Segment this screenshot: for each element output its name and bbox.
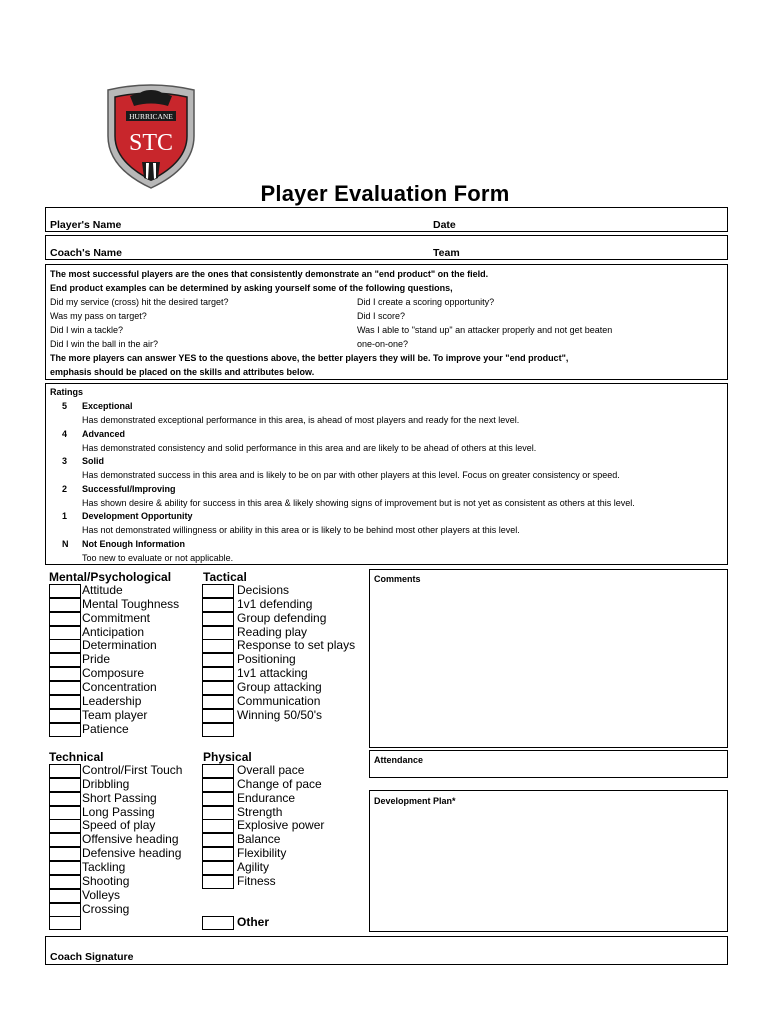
skill-label: Patience	[82, 721, 129, 736]
rating-box[interactable]	[49, 889, 81, 903]
skill-label: Concentration	[82, 679, 157, 694]
rating-number: 1	[62, 511, 68, 521]
attendance-label: Attendance	[374, 755, 424, 765]
skill-label: Attitude	[82, 583, 123, 597]
rating-label: Exceptional	[82, 401, 133, 411]
rating-box[interactable]	[49, 861, 81, 875]
logo-letters: STC	[128, 130, 174, 156]
rating-box[interactable]	[202, 792, 234, 806]
rating-label: Successful/Improving	[82, 483, 176, 494]
rating-box[interactable]	[49, 903, 81, 917]
coach-signature-label: Coach Signature	[50, 951, 134, 963]
ratings-section	[45, 383, 728, 565]
rating-box[interactable]	[49, 626, 81, 640]
rating-box[interactable]	[49, 695, 81, 709]
rating-box[interactable]	[202, 847, 234, 861]
skill-label: Leadership	[82, 693, 142, 708]
skill-label: Overall pace	[237, 763, 305, 777]
development-plan-label: Development Plan*	[374, 796, 456, 806]
skill-label: Shooting	[82, 873, 130, 888]
rating-box[interactable]	[49, 598, 81, 612]
club-logo	[100, 84, 202, 192]
rating-box[interactable]	[49, 653, 81, 667]
rating-box[interactable]	[202, 653, 234, 667]
intro-line-2: End product examples can be determined by asking yourself some of the following questions,	[50, 283, 453, 293]
question-right: Did I create a scoring opportunity?	[357, 297, 495, 307]
rating-description: Has demonstrated consistency and solid performance in this area and are likely to be ahead of others at this level.	[82, 442, 537, 453]
coach-name-label: Coach's Name	[50, 247, 122, 259]
question-right: Did I score?	[357, 311, 406, 321]
rating-box[interactable]	[202, 875, 234, 889]
skill-label: Commitment	[82, 610, 151, 625]
ratings-heading: Ratings	[50, 387, 84, 397]
rating-label: Advanced	[82, 428, 126, 439]
skill-label: Volleys	[82, 887, 121, 902]
shield-icon	[100, 84, 202, 192]
rating-box[interactable]	[49, 778, 81, 792]
skill-label: Flexibility	[237, 846, 287, 861]
rating-number: N	[62, 538, 69, 549]
rating-box[interactable]	[49, 847, 81, 861]
rating-box[interactable]	[49, 723, 81, 737]
skill-label: Response to set plays	[237, 638, 356, 653]
skill-label: Explosive power	[237, 818, 325, 833]
skill-label: Short Passing	[82, 790, 157, 805]
coach-name-field[interactable]	[45, 235, 728, 260]
skill-label: Agility	[237, 859, 270, 874]
rating-box[interactable]	[49, 916, 81, 930]
intro-section	[45, 264, 728, 380]
other-label: Other	[237, 915, 270, 929]
rating-number: 5	[62, 401, 68, 411]
skill-label: Strength	[237, 804, 283, 819]
skill-label: Anticipation	[82, 624, 145, 639]
physical-heading: Physical	[203, 750, 252, 764]
rating-box[interactable]	[202, 695, 234, 709]
question-right: one-on-one?	[357, 339, 409, 349]
rating-label: Development Opportunity	[82, 511, 193, 521]
rating-box[interactable]	[202, 916, 234, 930]
attendance-box[interactable]	[369, 750, 728, 778]
comments-label: Comments	[374, 574, 421, 584]
skill-label: 1v1 attacking	[237, 666, 308, 681]
skill-label: Pride	[82, 652, 111, 667]
rating-box[interactable]	[202, 819, 234, 833]
skill-label: Long Passing	[82, 804, 155, 819]
rating-box[interactable]	[202, 723, 234, 737]
page-title: Player Evaluation Form	[260, 181, 510, 206]
rating-box[interactable]	[49, 584, 81, 598]
rating-label: Not Enough Information	[82, 538, 185, 549]
player-name-field[interactable]	[45, 207, 728, 232]
rating-description: Has not demonstrated willingness or ability in this area or is likely to be behind most other players at this level.	[82, 525, 520, 535]
rating-box[interactable]	[49, 639, 81, 653]
skill-label: Positioning	[237, 652, 296, 667]
rating-box[interactable]	[202, 598, 234, 612]
rating-box[interactable]	[49, 875, 81, 889]
skill-label: Balance	[237, 832, 281, 847]
skill-label: Reading play	[237, 624, 308, 639]
skill-label: Winning 50/50's	[237, 707, 323, 722]
rating-box[interactable]	[202, 626, 234, 640]
rating-number: 3	[62, 456, 68, 466]
rating-box[interactable]	[202, 778, 234, 792]
skill-label: Decisions	[237, 583, 290, 597]
rating-box[interactable]	[49, 792, 81, 806]
question-right: Was I able to "stand up" an attacker properly and not get beaten	[357, 325, 613, 335]
tactical-heading: Tactical	[203, 570, 247, 584]
skill-label: Group attacking	[237, 679, 322, 694]
rating-box[interactable]	[49, 667, 81, 681]
skill-label: Communication	[237, 693, 321, 708]
skill-label: Offensive heading	[82, 832, 179, 847]
skill-label: Determination	[82, 638, 157, 653]
rating-box[interactable]	[202, 709, 234, 723]
team-label: Team	[433, 247, 460, 259]
skill-label: Mental Toughness	[82, 596, 180, 611]
comments-box[interactable]	[369, 569, 728, 748]
intro-line-1: The most successful players are the ones that consistently demonstrate an "end product" on the field.	[50, 269, 489, 279]
rating-description: Has demonstrated success in this area and is likely to be on par with other players at this level. Focus on greater consistency or speed.	[82, 470, 620, 480]
question-left: Did my service (cross) hit the desired target?	[50, 297, 229, 307]
intro-closing-1: The more players can answer YES to the questions above, the better players they will be. To improve your "end product",	[50, 353, 569, 363]
rating-number: 4	[62, 428, 68, 439]
skill-label: Team player	[82, 707, 148, 722]
rating-box[interactable]	[202, 764, 234, 778]
rating-box[interactable]	[49, 681, 81, 695]
skill-label: Composure	[82, 666, 145, 681]
rating-number: 2	[62, 483, 68, 494]
rating-box[interactable]	[202, 861, 234, 875]
rating-box[interactable]	[49, 612, 81, 626]
skill-label: Fitness	[237, 873, 276, 888]
question-left: Did I win the ball in the air?	[50, 339, 159, 349]
date-label: Date	[433, 219, 456, 231]
rating-box[interactable]	[202, 639, 234, 653]
rating-description: Too new to evaluate or not applicable.	[82, 552, 234, 563]
rating-box[interactable]	[202, 667, 234, 681]
rating-box[interactable]	[49, 806, 81, 820]
rating-box[interactable]	[49, 833, 81, 847]
skill-label: Group defending	[237, 610, 327, 625]
skill-label: Dribbling	[82, 776, 130, 791]
skill-label: Speed of play	[82, 818, 156, 833]
intro-closing-2: emphasis should be placed on the skills and attributes below.	[50, 367, 315, 377]
rating-box[interactable]	[202, 833, 234, 847]
skill-label: Endurance	[237, 790, 296, 805]
skill-label: 1v1 defending	[237, 596, 313, 611]
rating-box[interactable]	[202, 806, 234, 820]
rating-description: Has shown desire & ability for success in this area & likely showing signs of improvement but is not yet as consistent as others at this level.	[82, 497, 635, 508]
mental-heading: Mental/Psychological	[49, 570, 172, 584]
question-left: Was my pass on target?	[50, 311, 147, 321]
question-left: Did I win a tackle?	[50, 325, 124, 335]
skill-label: Tackling	[82, 859, 126, 874]
coach-signature-field[interactable]	[45, 936, 728, 965]
rating-box[interactable]	[49, 764, 81, 778]
skill-label: Control/First Touch	[82, 763, 183, 777]
player-name-label: Player's Name	[50, 219, 122, 231]
technical-heading: Technical	[49, 750, 104, 764]
rating-box[interactable]	[202, 584, 234, 598]
rating-box[interactable]	[202, 681, 234, 695]
rating-description: Has demonstrated exceptional performance in this area, is ahead of most players and ready for the next level.	[82, 415, 520, 425]
skill-label: Crossing	[82, 901, 130, 916]
logo-text: HURRICANE	[129, 112, 173, 121]
skill-label: Defensive heading	[82, 846, 182, 861]
rating-box[interactable]	[49, 709, 81, 723]
rating-box[interactable]	[49, 819, 81, 833]
skill-label: Change of pace	[237, 776, 322, 791]
rating-label: Solid	[82, 456, 104, 466]
development-plan-box[interactable]	[369, 790, 728, 932]
rating-box[interactable]	[202, 612, 234, 626]
